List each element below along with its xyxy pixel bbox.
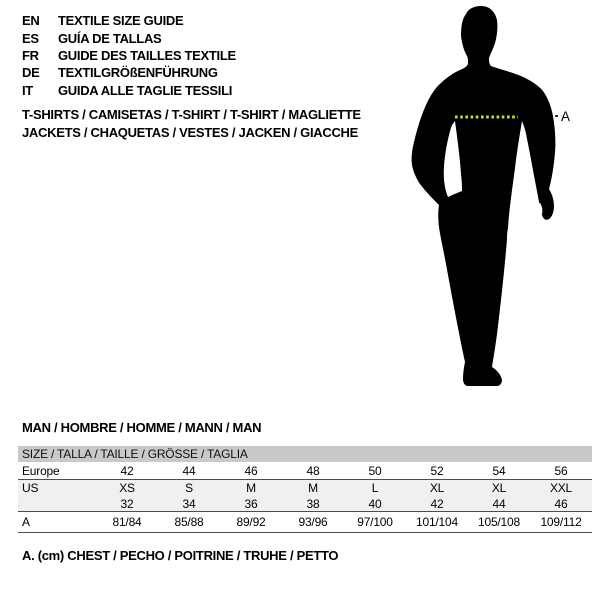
cell: S	[158, 480, 220, 497]
cell: 52	[406, 462, 468, 480]
footnote-chest: A. (cm) CHEST / PECHO / POITRINE / TRUHE / PETTO	[22, 548, 339, 563]
table-row-europe	[18, 462, 592, 480]
cell: 101/104	[406, 512, 468, 533]
cell: 89/92	[220, 512, 282, 533]
cell: 42	[406, 496, 468, 512]
size-table	[18, 446, 592, 533]
language-code: EN	[22, 13, 40, 29]
language-row-en	[22, 12, 236, 29]
category-tshirts: T-SHIRTS / CAMISETAS / T-SHIRT / T-SHIRT / MAGLIETTE	[22, 107, 361, 122]
language-code: DE	[22, 65, 40, 81]
cell: 81/84	[96, 512, 158, 533]
cell: XL	[406, 480, 468, 497]
cell: 46	[220, 462, 282, 480]
language-title: GUÍA DE TALLAS	[58, 30, 162, 46]
cell: 32	[96, 496, 158, 512]
cell: 44	[158, 462, 220, 480]
language-title: GUIDE DES TAILLES TEXTILE	[58, 47, 236, 63]
measure-label-a: A	[561, 109, 571, 124]
table-row-chest-a	[18, 512, 592, 533]
language-list	[22, 12, 236, 99]
language-title: TEXTILE SIZE GUIDE	[58, 13, 184, 29]
language-code: IT	[22, 82, 33, 98]
cell: M	[282, 480, 344, 497]
cell: L	[344, 480, 406, 497]
cell: XL	[468, 480, 530, 497]
cell: 109/112	[530, 512, 592, 533]
cell: 46	[530, 496, 592, 512]
row-label: Europe	[18, 462, 96, 480]
table-row-us	[18, 480, 592, 497]
cell: 50	[344, 462, 406, 480]
cell: 105/108	[468, 512, 530, 533]
man-silhouette-svg	[402, 0, 572, 400]
language-title: TEXTILGRÖßENFÜHRUNG	[58, 65, 218, 81]
language-code: FR	[22, 47, 39, 63]
category-lines	[22, 106, 361, 141]
cell: 85/88	[158, 512, 220, 533]
cell: 42	[96, 462, 158, 480]
language-row-es	[22, 29, 236, 46]
cell: XXL	[530, 480, 592, 497]
language-row-de	[22, 64, 236, 81]
cell: 36	[220, 496, 282, 512]
row-label: A	[18, 512, 96, 533]
table-row-numeric	[18, 496, 592, 512]
cell: 34	[158, 496, 220, 512]
language-code: ES	[22, 30, 39, 46]
language-row-it	[22, 82, 236, 99]
table-header-label: SIZE / TALLA / TAILLE / GRÖSSE / TAGLIA	[18, 446, 592, 462]
cell: 97/100	[344, 512, 406, 533]
cell: 93/96	[282, 512, 344, 533]
man-silhouette	[412, 6, 556, 386]
cell: XS	[96, 480, 158, 497]
row-label	[18, 496, 96, 512]
cell: 54	[468, 462, 530, 480]
cell: 38	[282, 496, 344, 512]
cell: M	[220, 480, 282, 497]
row-label: US	[18, 480, 96, 497]
figure-man	[402, 0, 572, 400]
section-heading: MAN / HOMBRE / HOMME / MANN / MAN	[22, 420, 262, 435]
category-jackets: JACKETS / CHAQUETAS / VESTES / JACKEN / GIACCHE	[22, 124, 358, 140]
language-row-fr	[22, 47, 236, 64]
cell: 48	[282, 462, 344, 480]
cell: 56	[530, 462, 592, 480]
table-header-row	[18, 446, 592, 462]
cell: 44	[468, 496, 530, 512]
cell: 40	[344, 496, 406, 512]
language-title: GUIDA ALLE TAGLIE TESSILI	[58, 82, 233, 98]
